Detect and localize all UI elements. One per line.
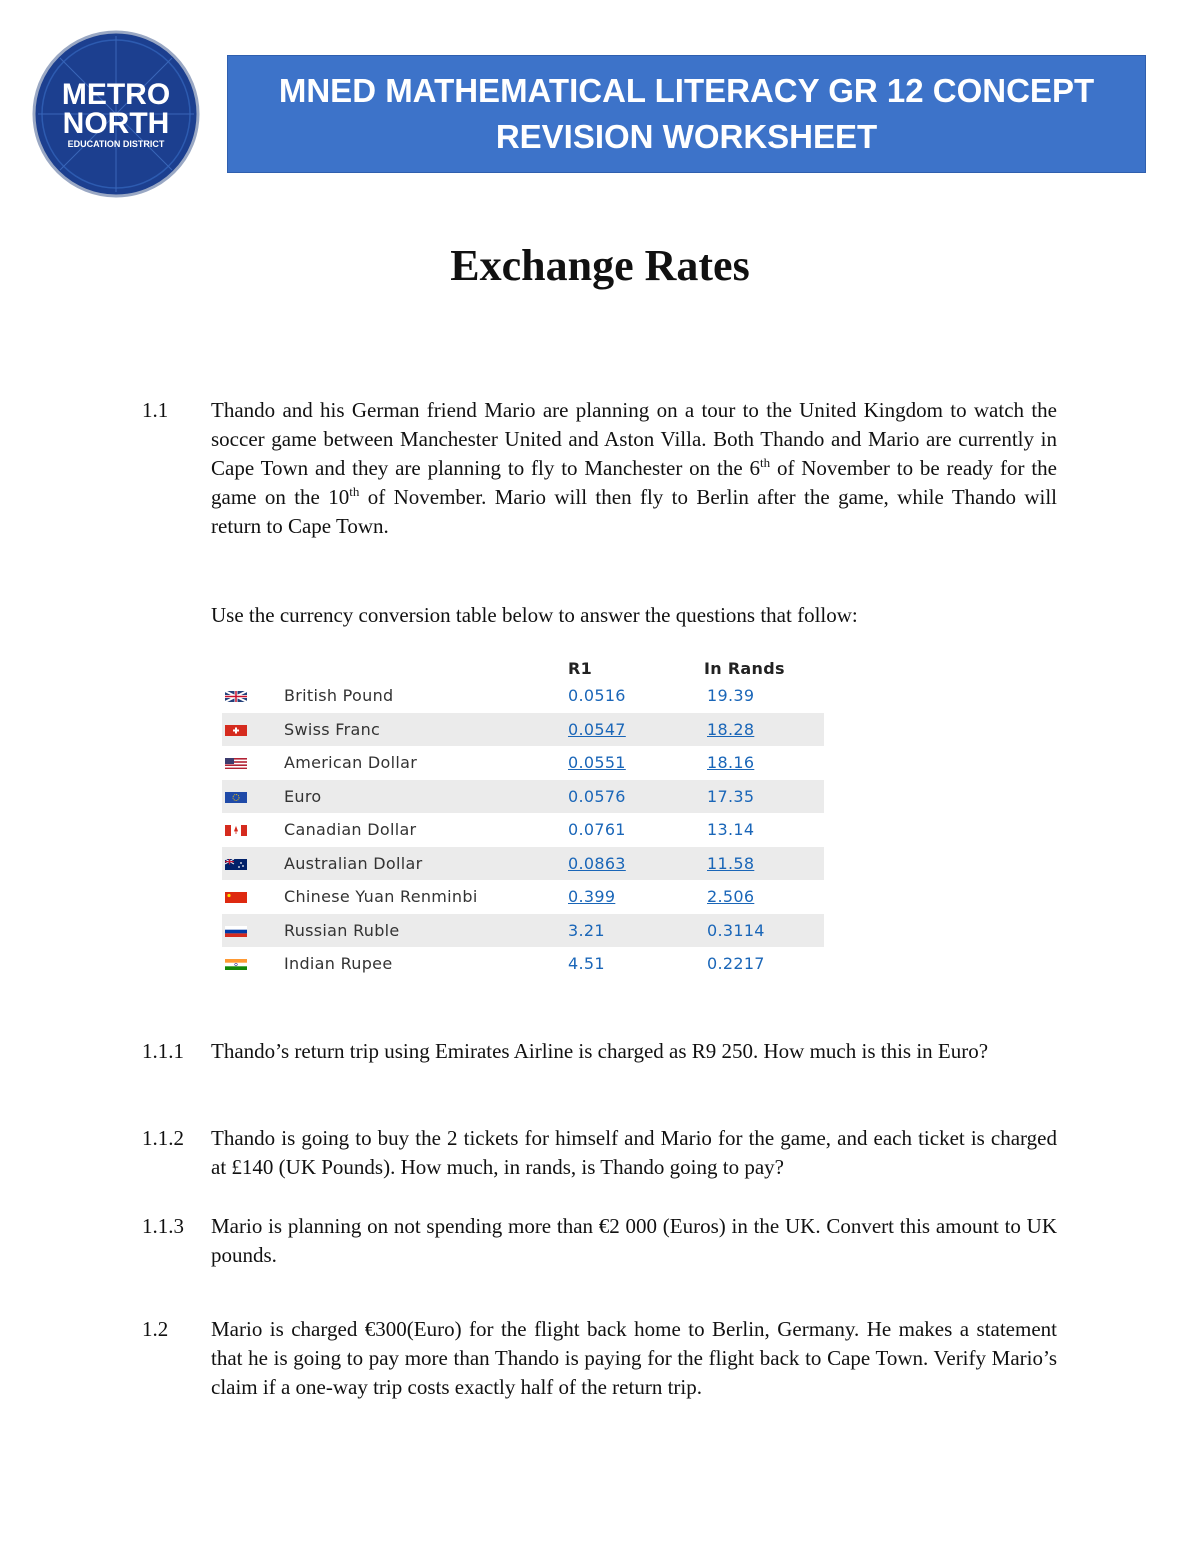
table-row xyxy=(222,847,824,881)
table-row xyxy=(222,679,824,713)
banner-line-1: MNED MATHEMATICAL LITERACY GR 12 CONCEPT xyxy=(278,72,1095,109)
banner-line-2: REVISION WORKSHEET xyxy=(495,118,878,155)
rate-in-rands-link[interactable]: 11.58 xyxy=(707,853,755,873)
rate-per-rand-link[interactable]: 0.0576 xyxy=(568,786,626,806)
ru-flag-icon xyxy=(225,926,247,937)
currency-conversion-table xyxy=(222,655,824,981)
currency-name: Indian Rupee xyxy=(284,954,393,973)
question-text: Thando and his German friend Mario are planning on a tour to the United Kingdom to watch the soccer game between Manchester United and Aston Villa. Both Thando and Mario are currently in Cape Town and they are planning to fly to Manchester on the 6th of November to be ready for the game on the 10th of November. Mario will then fly to Berlin after the game, while Thando will return to Cape Town. xyxy=(211,398,1058,538)
column-header-r1: R1 xyxy=(568,659,593,678)
table-header xyxy=(222,655,824,679)
question-number: 1.1.2 xyxy=(142,1126,184,1150)
cn-flag-icon xyxy=(225,892,247,903)
question-text: Thando’s return trip using Emirates Airline is charged as R9 250. How much is this in Euro? xyxy=(211,1039,989,1063)
currency-name: American Dollar xyxy=(284,753,418,772)
currency-name: Chinese Yuan Renminbi xyxy=(284,887,478,906)
us-flag-icon xyxy=(225,758,247,769)
currency-name: British Pound xyxy=(284,686,394,705)
question-number: 1.1 xyxy=(142,398,169,422)
rate-in-rands-link[interactable]: 18.28 xyxy=(707,719,755,739)
svg-text:METRO: METRO xyxy=(61,78,171,111)
question-number: 1.2 xyxy=(142,1317,169,1341)
rate-in-rands-link[interactable]: 13.14 xyxy=(707,820,755,839)
currency-name: Swiss Franc xyxy=(284,719,381,739)
header-banner xyxy=(227,55,1146,173)
table-row xyxy=(222,880,824,914)
au-flag-icon xyxy=(225,859,247,870)
table-row xyxy=(222,746,824,780)
gb-flag-icon xyxy=(225,691,247,702)
rate-in-rands-link[interactable]: 0.3114 xyxy=(707,920,765,940)
question-text: Thando is going to buy the 2 tickets for himself and Mario for the game, and each ticket is charged at £140 (UK Pounds). How much, in rands, is Thando going to pay? xyxy=(211,1126,1057,1179)
rate-per-rand-link[interactable]: 0.0551 xyxy=(568,753,626,772)
currency-name: Russian Ruble xyxy=(284,920,400,940)
table-row xyxy=(222,813,824,847)
rate-per-rand-link[interactable]: 3.21 xyxy=(568,920,605,940)
table-row xyxy=(222,947,824,981)
rate-per-rand-link[interactable]: 0.0547 xyxy=(568,719,626,739)
table-row xyxy=(222,914,824,948)
rate-in-rands-link[interactable]: 17.35 xyxy=(707,786,755,806)
rate-per-rand-link[interactable]: 0.0863 xyxy=(568,853,626,873)
rate-per-rand-link[interactable]: 0.399 xyxy=(568,887,616,906)
question-number: 1.1.1 xyxy=(142,1039,184,1063)
rate-in-rands-link[interactable]: 2.506 xyxy=(707,887,755,906)
svg-text:NORTH: NORTH xyxy=(62,107,170,140)
rate-in-rands-link[interactable]: 18.16 xyxy=(707,753,755,772)
rate-per-rand-link[interactable]: 0.0516 xyxy=(568,686,626,705)
currency-name: Euro xyxy=(284,786,322,806)
ca-flag-icon xyxy=(225,825,247,836)
page-title: Exchange Rates xyxy=(450,241,750,290)
table-row xyxy=(222,780,824,814)
rate-in-rands-link[interactable]: 0.2217 xyxy=(707,954,765,973)
rate-per-rand-link[interactable]: 4.51 xyxy=(568,954,605,973)
question-text: Mario is charged €300(Euro) for the flight back home to Berlin, Germany. He makes a statement that he is going to pay more than Thando is paying for the flight back to Cape Town. Verify Mario’s claim if a one-way trip costs exactly half of the return trip. xyxy=(211,1317,1057,1399)
table-instruction: Use the currency conversion table below to answer the questions that follow: xyxy=(211,603,858,627)
rate-in-rands-link[interactable]: 19.39 xyxy=(707,686,755,705)
table-row xyxy=(222,713,824,747)
metro-north-logo xyxy=(32,30,200,198)
question-number: 1.1.3 xyxy=(142,1214,184,1238)
rate-per-rand-link[interactable]: 0.0761 xyxy=(568,820,626,839)
in-flag-icon xyxy=(225,959,247,970)
svg-text:EDUCATION DISTRICT: EDUCATION DISTRICT xyxy=(67,139,165,149)
column-header-rands: In Rands xyxy=(704,659,785,678)
ch-flag-icon xyxy=(225,725,247,736)
currency-name: Australian Dollar xyxy=(284,853,423,873)
currency-name: Canadian Dollar xyxy=(284,820,417,839)
question-text: Mario is planning on not spending more than €2 000 (Euros) in the UK. Convert this amount to UK pounds. xyxy=(211,1214,1057,1267)
eu-flag-icon xyxy=(225,792,247,803)
